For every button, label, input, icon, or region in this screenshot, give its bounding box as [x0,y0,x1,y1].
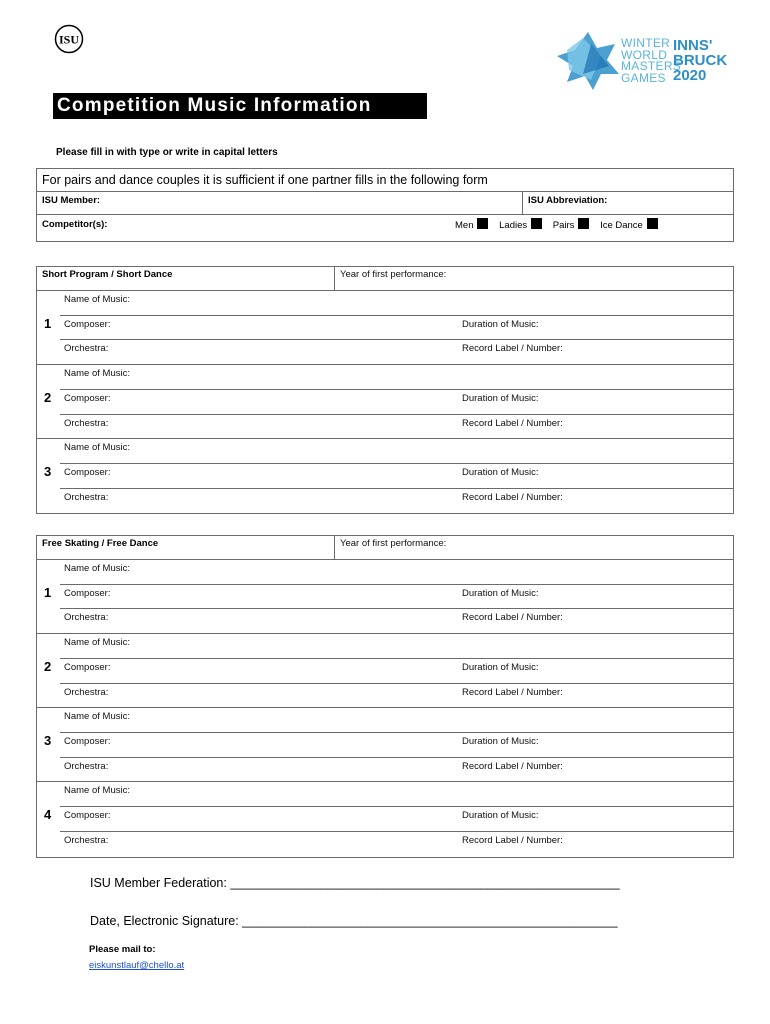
name-field[interactable]: Name of Music: [64,711,130,723]
entry-divider [60,732,734,733]
isu-logo [54,24,84,54]
email-link[interactable]: eiskunstlauf@chello.at [89,960,185,971]
pairs-checkbox[interactable] [578,218,589,229]
entry-separator [36,438,734,439]
composer-field[interactable]: Composer: [64,318,111,330]
orchestra-field[interactable]: Orchestra: [64,491,109,503]
entry-separator [36,781,734,782]
duration-field[interactable]: Duration of Music: [462,318,539,330]
entry-number: 1 [44,315,52,331]
entry-divider [60,389,734,390]
entry-divider [60,584,734,585]
short-program-heading: Short Program / Short Dance [42,269,173,280]
entry-number: 3 [44,732,52,748]
category-ice-dance-label: Ice Dance [600,220,643,231]
duration-field[interactable]: Duration of Music: [462,392,539,404]
entry-divider [60,463,734,464]
logo-left-text: WINTER WORLD MASTERS GAMES [621,36,682,85]
composer-field[interactable]: Composer: [64,466,111,478]
entry-number: 1 [44,584,52,600]
free-skating-year-field[interactable]: Year of first performance: [340,538,447,549]
duration-field[interactable]: Duration of Music: [462,466,539,478]
entry-divider [60,683,734,684]
duration-field[interactable]: Duration of Music: [462,661,539,673]
duration-field[interactable]: Duration of Music: [462,587,539,599]
composer-field[interactable]: Composer: [64,810,111,821]
entry-divider [60,488,734,489]
composer-field[interactable]: Composer: [64,661,111,673]
entry-divider [60,414,734,415]
category-checkboxes [455,218,666,231]
isu-member-field[interactable]: ISU Member: [42,195,101,206]
record-label-field[interactable]: Record Label / Number: [462,343,563,355]
record-label-field[interactable]: Record Label / Number: [462,491,563,503]
entry-separator [36,707,734,708]
ice-dance-checkbox[interactable] [647,218,658,229]
entry-divider [60,608,734,609]
entry-number: 2 [44,389,52,405]
page-title: Competition Music Information [53,93,427,119]
entry-number: 4 [44,807,52,822]
record-label-field[interactable]: Record Label / Number: [462,760,563,772]
orchestra-field[interactable]: Orchestra: [64,343,109,355]
men-checkbox[interactable] [477,218,488,229]
entry-divider [60,339,734,340]
isu-logo-text: ISU [58,32,80,47]
entry-separator [36,364,734,365]
instruction-text: Please fill in with type or write in capital letters [56,147,278,158]
entry-separator [36,633,734,634]
category-pairs-label: Pairs [552,220,575,231]
ladies-checkbox[interactable] [531,218,542,229]
record-label-field[interactable]: Record Label / Number: [462,417,563,429]
entry-divider [60,831,734,832]
orchestra-field[interactable]: Orchestra: [64,686,109,698]
competitors-field[interactable]: Competitor(s): [42,219,108,230]
entry-number: 2 [44,658,52,674]
name-field[interactable]: Name of Music: [64,368,130,380]
name-field[interactable]: Name of Music: [64,294,130,305]
duration-field[interactable]: Duration of Music: [462,810,539,821]
composer-field[interactable]: Composer: [64,735,111,747]
name-field[interactable]: Name of Music: [64,785,130,797]
entry-divider [60,757,734,758]
orchestra-field[interactable]: Orchestra: [64,417,109,429]
name-field[interactable]: Name of Music: [64,637,130,649]
composer-field[interactable]: Composer: [64,392,111,404]
record-label-field[interactable]: Record Label / Number: [462,686,563,698]
short-program-year-field[interactable]: Year of first performance: [340,269,447,280]
name-field[interactable]: Name of Music: [64,442,130,454]
signature-field[interactable]: Date, Electronic Signature: ______________________________________________________ [90,914,618,928]
winter-world-masters-games-logo [553,30,743,92]
orchestra-field[interactable]: Orchestra: [64,834,109,846]
composer-field[interactable]: Composer: [64,587,111,599]
logo-right-text: INNS' BRUCK 2020 [673,37,728,84]
category-men-label: Men [455,220,474,231]
entry-divider [60,315,734,316]
free-skating-heading: Free Skating / Free Dance [42,538,159,549]
short-program-section [36,266,734,514]
orchestra-field[interactable]: Orchestra: [64,612,109,624]
isu-abbreviation-field[interactable]: ISU Abbreviation: [528,195,608,206]
member-federation-field[interactable]: ISU Member Federation: ________________________________________________________ [90,876,620,890]
category-ladies-label: Ladies [499,220,528,231]
mail-label: Please mail to: [89,944,156,955]
record-label-field[interactable]: Record Label / Number: [462,834,563,846]
entry-divider [60,658,734,659]
record-label-field[interactable]: Record Label / Number: [462,612,563,624]
entry-divider [60,806,734,807]
pairs-note: For pairs and dance couples it is sufficient if one partner fills in the following form [42,173,488,187]
entry-number: 3 [44,463,52,479]
duration-field[interactable]: Duration of Music: [462,735,539,747]
name-field[interactable]: Name of Music: [64,563,130,574]
orchestra-field[interactable]: Orchestra: [64,760,109,772]
